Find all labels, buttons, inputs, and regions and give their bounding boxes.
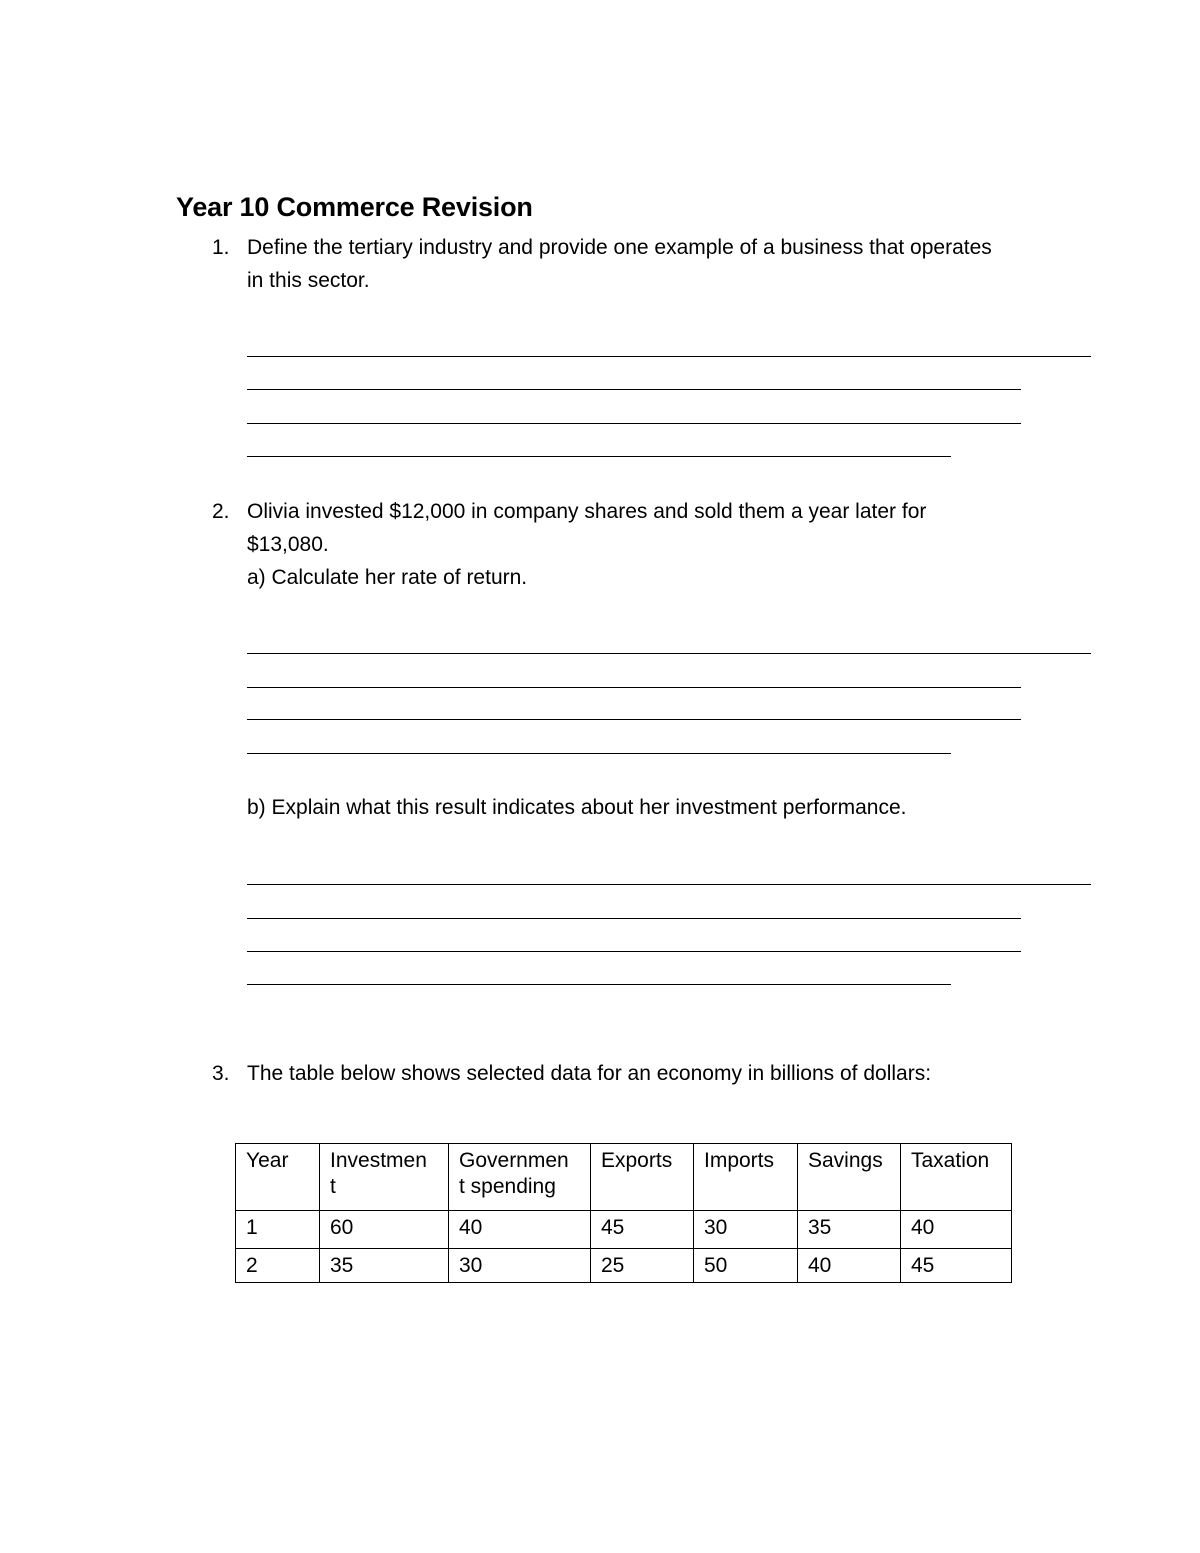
question-3-text: The table below shows selected data for an economy in billions of dollars:	[247, 1062, 932, 1085]
table-cell: 30	[449, 1249, 591, 1283]
table-cell: 2	[236, 1249, 320, 1283]
question-1-line-2: in this sector.	[247, 269, 370, 292]
question-2-text	[247, 495, 926, 594]
table-cell: 40	[449, 1211, 591, 1249]
answer-line[interactable]	[247, 456, 951, 457]
table-cell: 45	[591, 1211, 694, 1249]
question-2-line-1: Olivia invested $12,000 in company shares and sold them a year later for	[247, 500, 927, 523]
answer-line[interactable]	[247, 687, 1021, 688]
answer-line[interactable]	[247, 423, 1021, 424]
table-cell: 50	[694, 1249, 798, 1283]
question-1-number: 1.	[212, 236, 230, 259]
question-3-number: 3.	[212, 1062, 230, 1085]
table-header-row	[236, 1144, 1012, 1211]
answer-line[interactable]	[247, 653, 1091, 654]
table-cell: 45	[901, 1249, 1012, 1283]
answer-line[interactable]	[247, 356, 1091, 357]
question-2-number: 2.	[212, 500, 230, 523]
table-cell: 35	[798, 1211, 901, 1249]
table-cell: 35	[320, 1249, 449, 1283]
table-cell: 60	[320, 1211, 449, 1249]
table-cell: 40	[798, 1249, 901, 1283]
table-header-cell: Taxation	[901, 1144, 1012, 1211]
question-2a-text: a) Calculate her rate of return.	[247, 566, 528, 589]
answer-line[interactable]	[247, 719, 1021, 720]
answer-line[interactable]	[247, 984, 951, 985]
answer-line[interactable]	[247, 884, 1091, 885]
question-1-line-1: Define the tertiary industry and provide one example of a business that operates	[247, 236, 992, 259]
table-header-cell: Imports	[694, 1144, 798, 1211]
economy-data-table	[235, 1143, 1012, 1283]
question-1-text	[247, 231, 992, 297]
question-2b-text: b) Explain what this result indicates about her investment performance.	[247, 796, 907, 819]
table-header-cell: Investmen t	[320, 1144, 449, 1211]
page-title: Year 10 Commerce Revision	[176, 192, 533, 222]
table-cell: 25	[591, 1249, 694, 1283]
table-row	[236, 1211, 1012, 1249]
answer-line[interactable]	[247, 951, 1021, 952]
question-2-line-2: $13,080.	[247, 533, 329, 556]
table-row	[236, 1249, 1012, 1283]
answer-line[interactable]	[247, 918, 1021, 919]
table-cell: 1	[236, 1211, 320, 1249]
table-header-cell: Exports	[591, 1144, 694, 1211]
table-header-cell: Year	[236, 1144, 320, 1211]
table-cell: 40	[901, 1211, 1012, 1249]
table-cell: 30	[694, 1211, 798, 1249]
answer-line[interactable]	[247, 389, 1021, 390]
answer-line[interactable]	[247, 753, 951, 754]
table-header-cell: Governmen t spending	[449, 1144, 591, 1211]
table-header-cell: Savings	[798, 1144, 901, 1211]
